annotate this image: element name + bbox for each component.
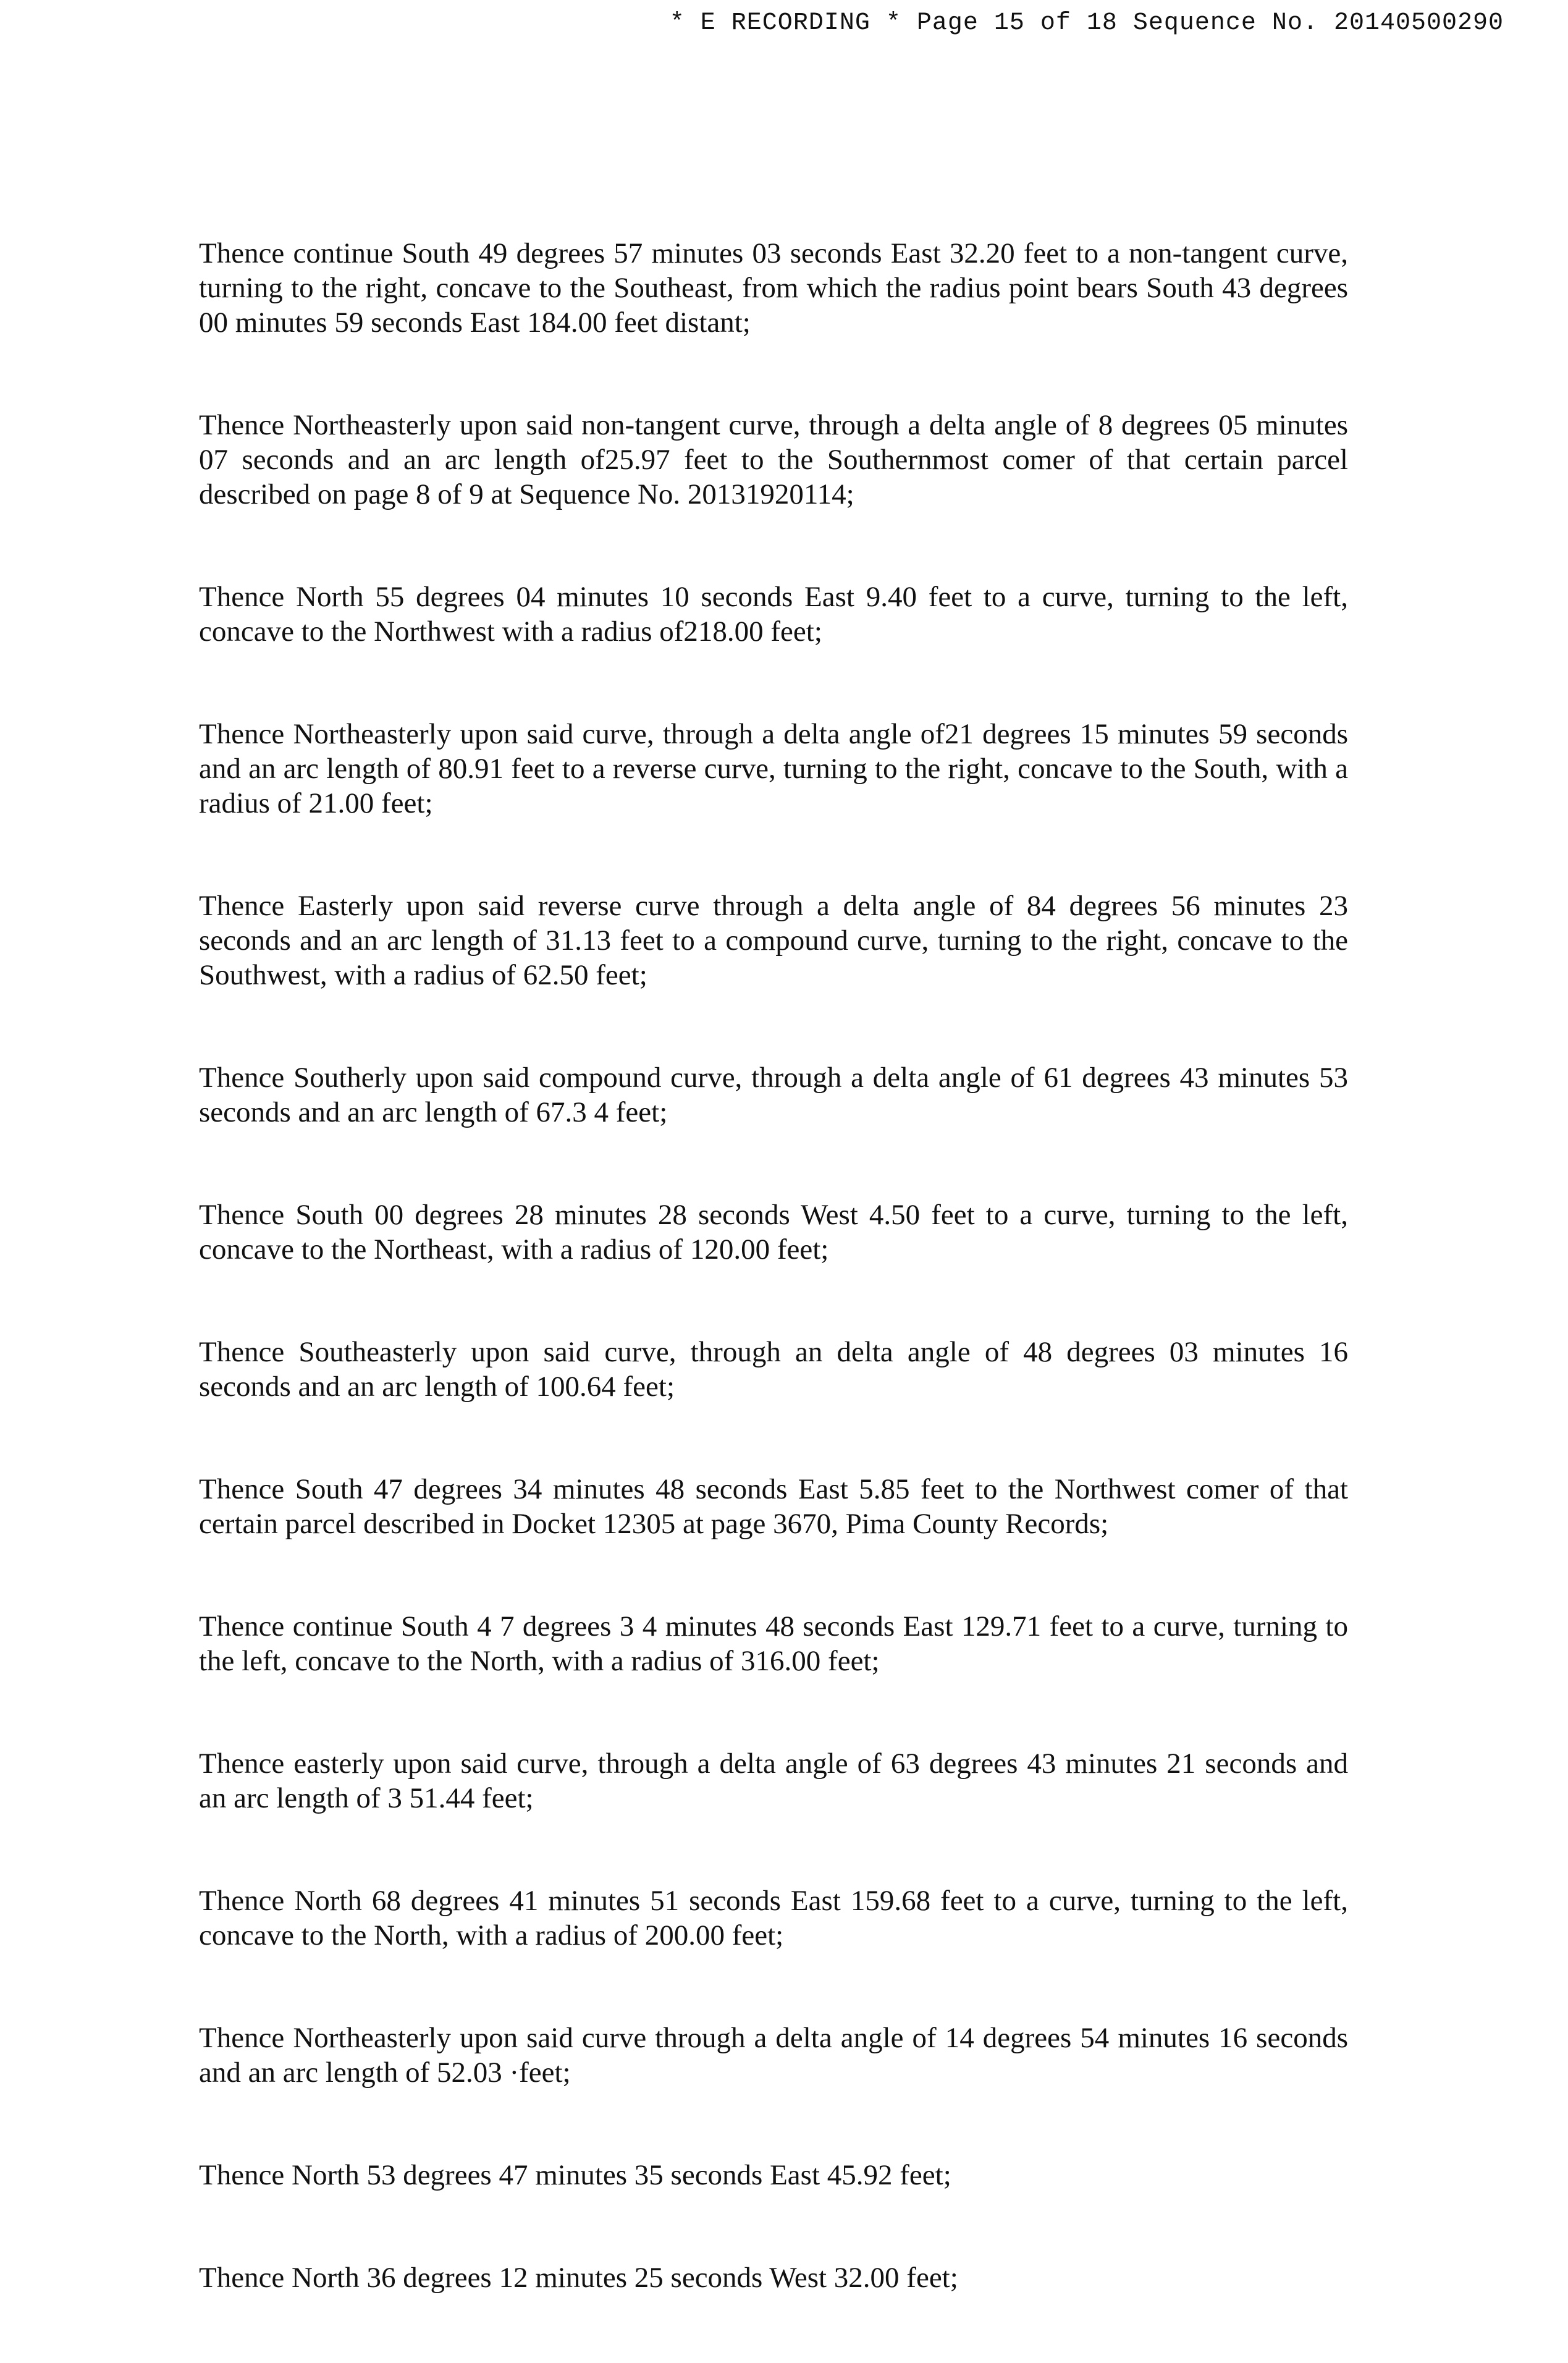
course-paragraph: Thence North 36 degrees 12 minutes 25 seconds West 32.00 feet; [199, 2262, 958, 2294]
course-paragraph: Thence easterly upon said curve, through a delta angle of 63 degrees 43 minutes 21 seconds and an arc length of 3 51.44 feet; [199, 1748, 1348, 1814]
course-paragraph: Thence North 53 degrees 47 minutes 35 seconds East 45.92 feet; [199, 2159, 951, 2191]
legal-description [199, 236, 1348, 2363]
course-paragraph: Thence continue South 49 degrees 57 minutes 03 seconds East 32.20 feet to a non-tangent curve, turning to the right, concave to the Southeast, from which the radius point bears South 43 degrees 00 minutes 59 seconds East 184.00 feet distant; [199, 237, 1348, 339]
course-paragraph: Thence continue South 4 7 degrees 3 4 minutes 48 seconds East 129.71 feet to a curve, turning to the left, concave to the North, with a radius of 316.00 feet; [199, 1610, 1348, 1677]
course-paragraph: Thence South 47 degrees 34 minutes 48 seconds East 5.85 feet to the Northwest comer of that certain parcel described in Docket 12305 at page 3670, Pima County Records; [199, 1473, 1348, 1540]
course-paragraph: Thence Northeasterly upon said non-tangent curve, through a delta angle of 8 degrees 05 minutes 07 seconds and an arc length of25.97 feet to the Southernmost comer of that certain parcel described on page 8 of 9 at Sequence No. 20131920114; [199, 409, 1348, 510]
course-paragraph: Thence Southeasterly upon said curve, through an delta angle of 48 degrees 03 minutes 16 seconds and an arc length of 100.64 feet; [199, 1336, 1348, 1403]
course-paragraph: Thence Easterly upon said reverse curve through a delta angle of 84 degrees 56 minutes 23 seconds and an arc length of 31.13 feet to a compound curve, turning to the right, concave to the Southwest, with a radius of 62.50 feet; [199, 890, 1348, 991]
course-paragraph: Thence South 00 degrees 28 minutes 28 seconds West 4.50 feet to a curve, turning to the left, concave to the Northeast, with a radius of 120.00 feet; [199, 1199, 1348, 1266]
course-paragraph: Thence Northeasterly upon said curve through a delta angle of 14 degrees 54 minutes 16 seconds and an arc length of 52.03 ·feet; [199, 2022, 1348, 2089]
course-paragraph: Thence Southerly upon said compound curve, through a delta angle of 61 degrees 43 minutes 53 seconds and an arc length of 67.3 4 feet; [199, 1062, 1348, 1128]
recording-header: * E RECORDING * Page 15 of 18 Sequence No. 20140500290 [669, 9, 1504, 37]
course-paragraph: Thence Northeasterly upon said curve, through a delta angle of21 degrees 15 minutes 59 seconds and an arc length of 80.91 feet to a reverse curve, turning to the right, concave to the South, with a radius of 21.00 feet; [199, 718, 1348, 819]
course-paragraph: Thence North 55 degrees 04 minutes 10 seconds East 9.40 feet to a curve, turning to the left, concave to the Northwest with a radius of218.00 feet; [199, 581, 1348, 648]
course-paragraph: Thence North 68 degrees 41 minutes 51 seconds East 159.68 feet to a curve, turning to the left, concave to the North, with a radius of 200.00 feet; [199, 1885, 1348, 1951]
